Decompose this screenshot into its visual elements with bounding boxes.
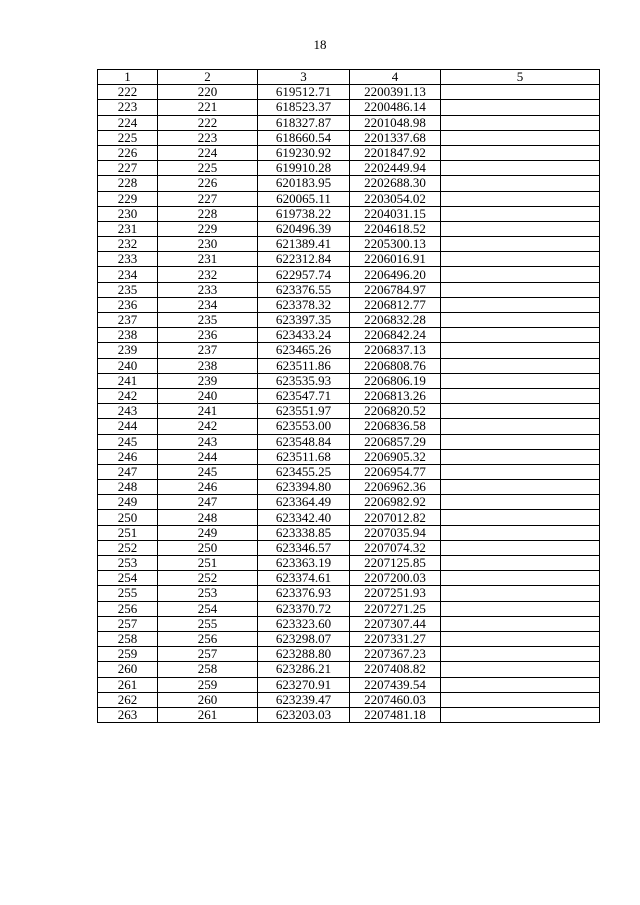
note-cell xyxy=(441,495,600,510)
prev-number-cell: 259 xyxy=(158,677,258,692)
point-number-cell: 257 xyxy=(98,616,158,631)
table-row xyxy=(98,130,600,145)
table-row xyxy=(98,540,600,555)
prev-number-cell: 243 xyxy=(158,434,258,449)
table-row xyxy=(98,328,600,343)
prev-number-cell: 254 xyxy=(158,601,258,616)
point-number-cell: 237 xyxy=(98,313,158,328)
prev-number-cell: 234 xyxy=(158,297,258,312)
x-coordinate-cell: 623553.00 xyxy=(258,419,350,434)
x-coordinate-cell: 623298.07 xyxy=(258,631,350,646)
note-cell xyxy=(441,282,600,297)
x-coordinate-cell: 623548.84 xyxy=(258,434,350,449)
point-number-cell: 228 xyxy=(98,176,158,191)
table-row xyxy=(98,313,600,328)
note-cell xyxy=(441,328,600,343)
column-header-2: 2 xyxy=(158,70,258,85)
note-cell xyxy=(441,525,600,540)
note-cell xyxy=(441,191,600,206)
prev-number-cell: 248 xyxy=(158,510,258,525)
prev-number-cell: 244 xyxy=(158,449,258,464)
x-coordinate-cell: 623239.47 xyxy=(258,692,350,707)
table-row xyxy=(98,419,600,434)
y-coordinate-cell: 2207251.93 xyxy=(350,586,441,601)
point-number-cell: 240 xyxy=(98,358,158,373)
point-number-cell: 253 xyxy=(98,556,158,571)
prev-number-cell: 255 xyxy=(158,616,258,631)
y-coordinate-cell: 2201847.92 xyxy=(350,145,441,160)
prev-number-cell: 221 xyxy=(158,100,258,115)
y-coordinate-cell: 2206806.19 xyxy=(350,373,441,388)
note-cell xyxy=(441,616,600,631)
y-coordinate-cell: 2207012.82 xyxy=(350,510,441,525)
point-number-cell: 242 xyxy=(98,388,158,403)
column-header-4: 4 xyxy=(350,70,441,85)
point-number-cell: 260 xyxy=(98,662,158,677)
x-coordinate-cell: 623374.61 xyxy=(258,571,350,586)
y-coordinate-cell: 2206982.92 xyxy=(350,495,441,510)
note-cell xyxy=(441,85,600,100)
table-row xyxy=(98,115,600,130)
note-cell xyxy=(441,252,600,267)
y-coordinate-cell: 2207367.23 xyxy=(350,647,441,662)
table-row xyxy=(98,586,600,601)
y-coordinate-cell: 2207271.25 xyxy=(350,601,441,616)
point-number-cell: 233 xyxy=(98,252,158,267)
y-coordinate-cell: 2207331.27 xyxy=(350,631,441,646)
y-coordinate-cell: 2207460.03 xyxy=(350,692,441,707)
table-row xyxy=(98,601,600,616)
note-cell xyxy=(441,540,600,555)
prev-number-cell: 237 xyxy=(158,343,258,358)
y-coordinate-cell: 2207035.94 xyxy=(350,525,441,540)
note-cell xyxy=(441,647,600,662)
x-coordinate-cell: 623323.60 xyxy=(258,616,350,631)
table-row xyxy=(98,707,600,722)
prev-number-cell: 236 xyxy=(158,328,258,343)
y-coordinate-cell: 2206016.91 xyxy=(350,252,441,267)
point-number-cell: 248 xyxy=(98,480,158,495)
point-number-cell: 224 xyxy=(98,115,158,130)
prev-number-cell: 256 xyxy=(158,631,258,646)
x-coordinate-cell: 623338.85 xyxy=(258,525,350,540)
note-cell xyxy=(441,586,600,601)
y-coordinate-cell: 2207307.44 xyxy=(350,616,441,631)
x-coordinate-cell: 623286.21 xyxy=(258,662,350,677)
table-row xyxy=(98,358,600,373)
x-coordinate-cell: 623378.32 xyxy=(258,297,350,312)
x-coordinate-cell: 623511.86 xyxy=(258,358,350,373)
x-coordinate-cell: 623547.71 xyxy=(258,388,350,403)
prev-number-cell: 229 xyxy=(158,221,258,236)
x-coordinate-cell: 623376.93 xyxy=(258,586,350,601)
prev-number-cell: 224 xyxy=(158,145,258,160)
y-coordinate-cell: 2202449.94 xyxy=(350,161,441,176)
x-coordinate-cell: 623370.72 xyxy=(258,601,350,616)
point-number-cell: 227 xyxy=(98,161,158,176)
prev-number-cell: 232 xyxy=(158,267,258,282)
table-row xyxy=(98,510,600,525)
prev-number-cell: 226 xyxy=(158,176,258,191)
table-row xyxy=(98,662,600,677)
note-cell xyxy=(441,707,600,722)
table-row xyxy=(98,556,600,571)
y-coordinate-cell: 2206496.20 xyxy=(350,267,441,282)
prev-number-cell: 220 xyxy=(158,85,258,100)
point-number-cell: 226 xyxy=(98,145,158,160)
y-coordinate-cell: 2206837.13 xyxy=(350,343,441,358)
prev-number-cell: 250 xyxy=(158,540,258,555)
table-row xyxy=(98,343,600,358)
table-row xyxy=(98,252,600,267)
y-coordinate-cell: 2206842.24 xyxy=(350,328,441,343)
column-header-5: 5 xyxy=(441,70,600,85)
point-number-cell: 243 xyxy=(98,404,158,419)
note-cell xyxy=(441,176,600,191)
y-coordinate-cell: 2204618.52 xyxy=(350,221,441,236)
x-coordinate-cell: 623511.68 xyxy=(258,449,350,464)
note-cell xyxy=(441,556,600,571)
prev-number-cell: 238 xyxy=(158,358,258,373)
note-cell xyxy=(441,419,600,434)
point-number-cell: 262 xyxy=(98,692,158,707)
x-coordinate-cell: 623364.49 xyxy=(258,495,350,510)
x-coordinate-cell: 618660.54 xyxy=(258,130,350,145)
y-coordinate-cell: 2206836.58 xyxy=(350,419,441,434)
x-coordinate-cell: 619738.22 xyxy=(258,206,350,221)
prev-number-cell: 240 xyxy=(158,388,258,403)
x-coordinate-cell: 618327.87 xyxy=(258,115,350,130)
prev-number-cell: 233 xyxy=(158,282,258,297)
x-coordinate-cell: 619230.92 xyxy=(258,145,350,160)
point-number-cell: 254 xyxy=(98,571,158,586)
prev-number-cell: 239 xyxy=(158,373,258,388)
prev-number-cell: 228 xyxy=(158,206,258,221)
x-coordinate-cell: 623397.35 xyxy=(258,313,350,328)
y-coordinate-cell: 2201337.68 xyxy=(350,130,441,145)
column-header-3: 3 xyxy=(258,70,350,85)
table-row xyxy=(98,616,600,631)
note-cell xyxy=(441,571,600,586)
point-number-cell: 236 xyxy=(98,297,158,312)
point-number-cell: 222 xyxy=(98,85,158,100)
note-cell xyxy=(441,510,600,525)
point-number-cell: 261 xyxy=(98,677,158,692)
note-cell xyxy=(441,343,600,358)
note-cell xyxy=(441,221,600,236)
prev-number-cell: 260 xyxy=(158,692,258,707)
table-row xyxy=(98,495,600,510)
y-coordinate-cell: 2206832.28 xyxy=(350,313,441,328)
note-cell xyxy=(441,313,600,328)
note-cell xyxy=(441,404,600,419)
point-number-cell: 247 xyxy=(98,464,158,479)
table-row xyxy=(98,449,600,464)
point-number-cell: 231 xyxy=(98,221,158,236)
point-number-cell: 238 xyxy=(98,328,158,343)
y-coordinate-cell: 2206954.77 xyxy=(350,464,441,479)
y-coordinate-cell: 2203054.02 xyxy=(350,191,441,206)
y-coordinate-cell: 2206962.36 xyxy=(350,480,441,495)
prev-number-cell: 241 xyxy=(158,404,258,419)
note-cell xyxy=(441,267,600,282)
prev-number-cell: 252 xyxy=(158,571,258,586)
x-coordinate-cell: 623342.40 xyxy=(258,510,350,525)
x-coordinate-cell: 623376.55 xyxy=(258,282,350,297)
table-row xyxy=(98,85,600,100)
prev-number-cell: 253 xyxy=(158,586,258,601)
y-coordinate-cell: 2207439.54 xyxy=(350,677,441,692)
point-number-cell: 229 xyxy=(98,191,158,206)
table-row xyxy=(98,100,600,115)
y-coordinate-cell: 2206857.29 xyxy=(350,434,441,449)
column-header-1: 1 xyxy=(98,70,158,85)
note-cell xyxy=(441,464,600,479)
note-cell xyxy=(441,677,600,692)
prev-number-cell: 261 xyxy=(158,707,258,722)
point-number-cell: 235 xyxy=(98,282,158,297)
note-cell xyxy=(441,373,600,388)
x-coordinate-cell: 619910.28 xyxy=(258,161,350,176)
note-cell xyxy=(441,161,600,176)
point-number-cell: 245 xyxy=(98,434,158,449)
point-number-cell: 244 xyxy=(98,419,158,434)
prev-number-cell: 227 xyxy=(158,191,258,206)
point-number-cell: 263 xyxy=(98,707,158,722)
table-row xyxy=(98,404,600,419)
note-cell xyxy=(441,115,600,130)
y-coordinate-cell: 2206905.32 xyxy=(350,449,441,464)
x-coordinate-cell: 620496.39 xyxy=(258,221,350,236)
y-coordinate-cell: 2207125.85 xyxy=(350,556,441,571)
note-cell xyxy=(441,145,600,160)
table-row xyxy=(98,464,600,479)
y-coordinate-cell: 2202688.30 xyxy=(350,176,441,191)
x-coordinate-cell: 622957.74 xyxy=(258,267,350,282)
point-number-cell: 223 xyxy=(98,100,158,115)
x-coordinate-cell: 620183.95 xyxy=(258,176,350,191)
table-row xyxy=(98,191,600,206)
table-row xyxy=(98,221,600,236)
point-number-cell: 234 xyxy=(98,267,158,282)
note-cell xyxy=(441,297,600,312)
table-row xyxy=(98,176,600,191)
y-coordinate-cell: 2200391.13 xyxy=(350,85,441,100)
table-row xyxy=(98,145,600,160)
x-coordinate-cell: 623433.24 xyxy=(258,328,350,343)
table-row xyxy=(98,647,600,662)
x-coordinate-cell: 623203.03 xyxy=(258,707,350,722)
note-cell xyxy=(441,480,600,495)
note-cell xyxy=(441,206,600,221)
note-cell xyxy=(441,388,600,403)
x-coordinate-cell: 623465.26 xyxy=(258,343,350,358)
note-cell xyxy=(441,237,600,252)
point-number-cell: 249 xyxy=(98,495,158,510)
point-number-cell: 259 xyxy=(98,647,158,662)
point-number-cell: 246 xyxy=(98,449,158,464)
table-row xyxy=(98,434,600,449)
note-cell xyxy=(441,434,600,449)
table-row xyxy=(98,267,600,282)
point-number-cell: 230 xyxy=(98,206,158,221)
prev-number-cell: 222 xyxy=(158,115,258,130)
table-body xyxy=(98,85,600,723)
note-cell xyxy=(441,100,600,115)
x-coordinate-cell: 623551.97 xyxy=(258,404,350,419)
table-row xyxy=(98,480,600,495)
note-cell xyxy=(441,358,600,373)
note-cell xyxy=(441,692,600,707)
y-coordinate-cell: 2207074.32 xyxy=(350,540,441,555)
prev-number-cell: 235 xyxy=(158,313,258,328)
point-number-cell: 250 xyxy=(98,510,158,525)
prev-number-cell: 258 xyxy=(158,662,258,677)
table-row xyxy=(98,525,600,540)
point-number-cell: 258 xyxy=(98,631,158,646)
table-row xyxy=(98,282,600,297)
x-coordinate-cell: 621389.41 xyxy=(258,237,350,252)
x-coordinate-cell: 622312.84 xyxy=(258,252,350,267)
point-number-cell: 241 xyxy=(98,373,158,388)
x-coordinate-cell: 623270.91 xyxy=(258,677,350,692)
point-number-cell: 225 xyxy=(98,130,158,145)
table-row xyxy=(98,297,600,312)
prev-number-cell: 231 xyxy=(158,252,258,267)
y-coordinate-cell: 2201048.98 xyxy=(350,115,441,130)
x-coordinate-cell: 623363.19 xyxy=(258,556,350,571)
point-number-cell: 239 xyxy=(98,343,158,358)
y-coordinate-cell: 2205300.13 xyxy=(350,237,441,252)
prev-number-cell: 245 xyxy=(158,464,258,479)
x-coordinate-cell: 623535.93 xyxy=(258,373,350,388)
y-coordinate-cell: 2204031.15 xyxy=(350,206,441,221)
table-row xyxy=(98,631,600,646)
table-row xyxy=(98,677,600,692)
prev-number-cell: 251 xyxy=(158,556,258,571)
page-number: 18 xyxy=(313,37,327,52)
x-coordinate-cell: 623346.57 xyxy=(258,540,350,555)
y-coordinate-cell: 2206813.26 xyxy=(350,388,441,403)
y-coordinate-cell: 2206784.97 xyxy=(350,282,441,297)
table-row xyxy=(98,206,600,221)
table-header-row xyxy=(98,70,600,85)
point-number-cell: 255 xyxy=(98,586,158,601)
note-cell xyxy=(441,130,600,145)
y-coordinate-cell: 2206820.52 xyxy=(350,404,441,419)
point-number-cell: 232 xyxy=(98,237,158,252)
x-coordinate-cell: 619512.71 xyxy=(258,85,350,100)
table-row xyxy=(98,373,600,388)
table-row xyxy=(98,571,600,586)
y-coordinate-cell: 2206808.76 xyxy=(350,358,441,373)
point-number-cell: 256 xyxy=(98,601,158,616)
y-coordinate-cell: 2200486.14 xyxy=(350,100,441,115)
prev-number-cell: 257 xyxy=(158,647,258,662)
note-cell xyxy=(441,601,600,616)
x-coordinate-cell: 618523.37 xyxy=(258,100,350,115)
x-coordinate-cell: 620065.11 xyxy=(258,191,350,206)
table-row xyxy=(98,388,600,403)
table-row xyxy=(98,161,600,176)
x-coordinate-cell: 623455.25 xyxy=(258,464,350,479)
y-coordinate-cell: 2207481.18 xyxy=(350,707,441,722)
y-coordinate-cell: 2207200.03 xyxy=(350,571,441,586)
x-coordinate-cell: 623394.80 xyxy=(258,480,350,495)
note-cell xyxy=(441,449,600,464)
point-number-cell: 251 xyxy=(98,525,158,540)
prev-number-cell: 242 xyxy=(158,419,258,434)
prev-number-cell: 249 xyxy=(158,525,258,540)
prev-number-cell: 230 xyxy=(158,237,258,252)
table-row xyxy=(98,692,600,707)
x-coordinate-cell: 623288.80 xyxy=(258,647,350,662)
prev-number-cell: 246 xyxy=(158,480,258,495)
prev-number-cell: 225 xyxy=(158,161,258,176)
point-number-cell: 252 xyxy=(98,540,158,555)
prev-number-cell: 247 xyxy=(158,495,258,510)
prev-number-cell: 223 xyxy=(158,130,258,145)
y-coordinate-cell: 2207408.82 xyxy=(350,662,441,677)
note-cell xyxy=(441,631,600,646)
y-coordinate-cell: 2206812.77 xyxy=(350,297,441,312)
note-cell xyxy=(441,662,600,677)
table-row xyxy=(98,237,600,252)
coordinates-table xyxy=(97,69,600,723)
